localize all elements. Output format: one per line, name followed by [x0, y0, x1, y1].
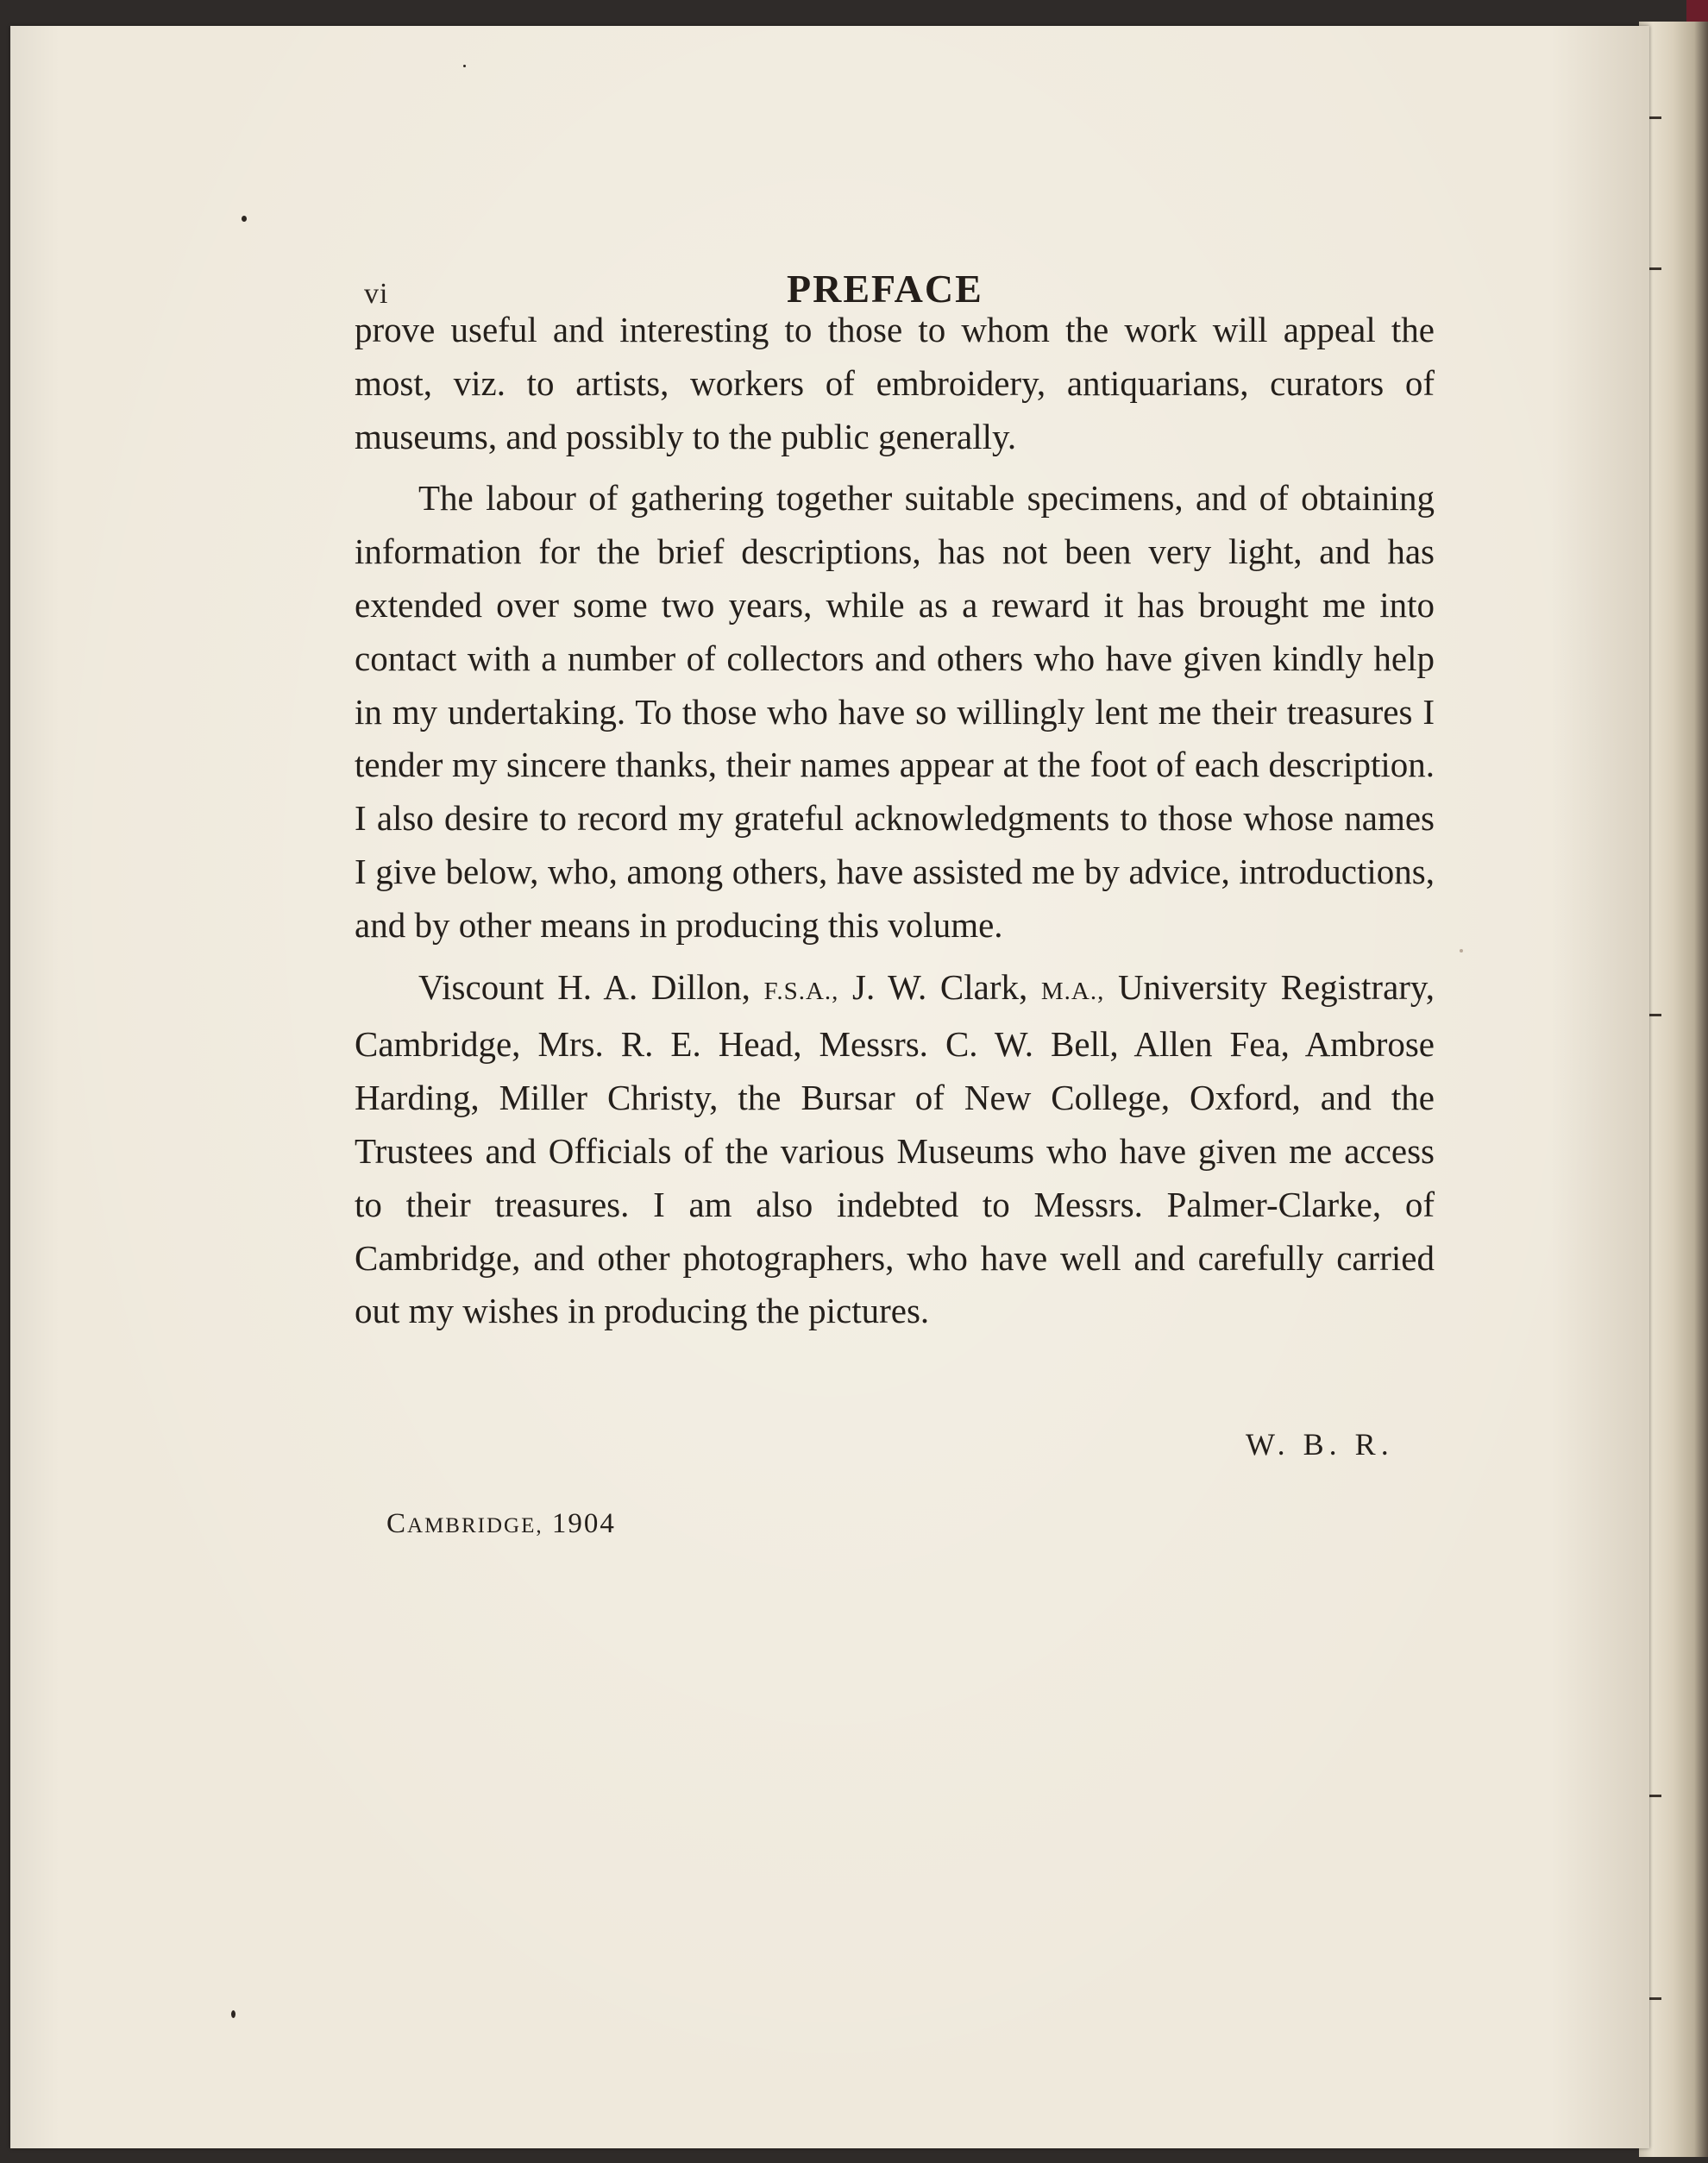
preface-body [355, 304, 1435, 1338]
paragraph-1: prove useful and interesting to those to whom the work will appeal the most, viz. to artists, workers of embroidery, antiquarians, curators of museums, and possibly to the public generally. [355, 310, 1435, 456]
fsa-abbrev: F.S.A., [763, 977, 839, 1005]
author-initials: W. B. R. [1246, 1427, 1394, 1462]
paragraph-3-part-b: J. W. Clark, [852, 966, 1028, 1007]
year: 1904 [551, 1508, 616, 1539]
paragraph-3 [355, 961, 1435, 1339]
place-date [386, 1508, 616, 1540]
place-initial: C [386, 1508, 408, 1539]
paper-speck [463, 65, 466, 67]
page-title: PREFACE [787, 267, 983, 311]
paragraph-3-part-c: University Registrary, Cambridge, Mrs. R. E. Head, Messrs. C. W. Bell, Allen Fea, Ambrose Harding, Miller Christy, the Bursar of New College, Oxford, and the Trustees and Officials of the various Museums who have given me access to their treasures. I am also indebted to Messrs. Palmer-Clarke, of Cambridge, and other photographers, who have well and carefully carried out my wishes in producing the pictures. [355, 966, 1435, 1331]
ma-abbrev: M.A., [1040, 977, 1105, 1005]
paragraph-3-part-a: Viscount H. A. Dillon, [418, 966, 750, 1007]
page-number: vi [364, 278, 389, 310]
paper-speck [231, 2010, 235, 2018]
paper-speck [1460, 949, 1463, 953]
paper-speck [242, 216, 247, 222]
place-rest: AMBRIDGE, [407, 1514, 543, 1537]
paragraph-2: The labour of gathering together suitable specimens, and of obtaining information for the brief descriptions, has not been very light, and has extended over some two years, while as a reward it has brought me into contact with a number of collectors and others who have given kindly help in my undertaking. To those who have so willingly lent me their treasures I tender my sincere thanks, their names appear at the foot of each description. I also desire to record my grateful acknowledgments to those whose names I give below, who, among others, have assisted me by advice, introductions, and by other means in producing this volume. [355, 478, 1435, 945]
page-fore-edge [1639, 22, 1708, 2157]
